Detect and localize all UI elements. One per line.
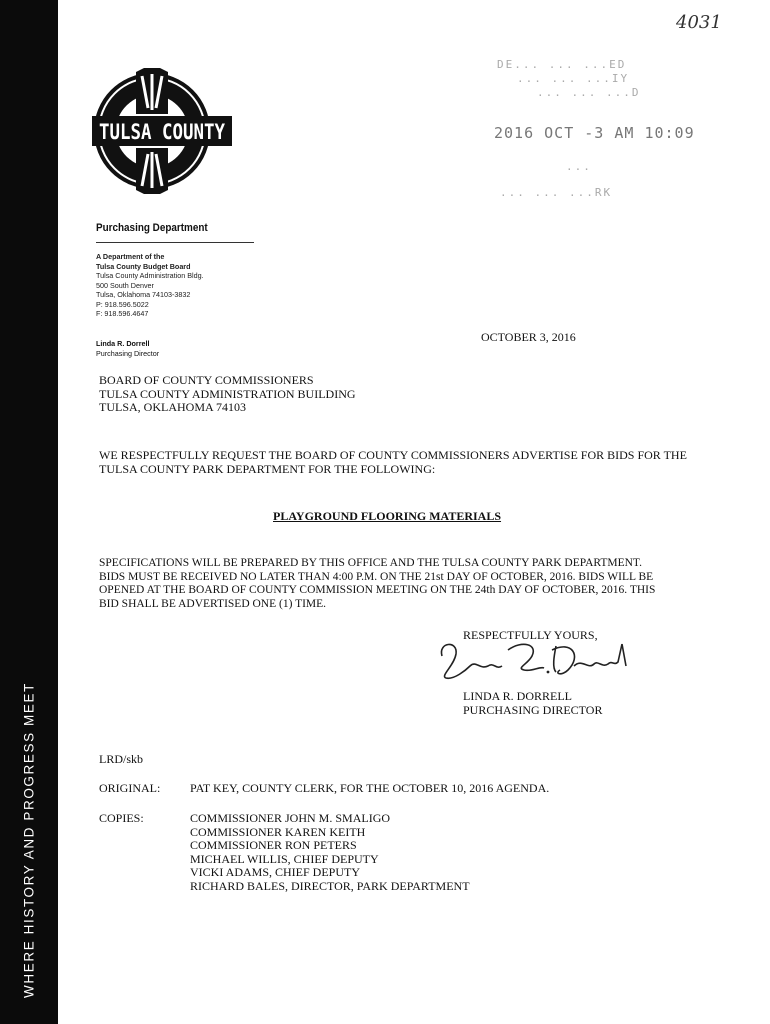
director-name: Linda R. Dorrell <box>96 339 150 348</box>
letterhead-director <box>96 339 159 358</box>
original-label: ORIGINAL: <box>99 781 161 795</box>
specs-line: SPECIFICATIONS WILL BE PREPARED BY THIS OFFICE AND THE TULSA COUNTY PARK DEPARTMENT. <box>99 557 642 569</box>
signature <box>436 636 636 684</box>
recipient-line: TULSA, OKLAHOMA 74103 <box>99 400 246 414</box>
initials: LRD/skb <box>99 752 144 766</box>
handwritten-number: 4031 <box>676 12 722 33</box>
stamp-line: DE... ... ...ED <box>497 58 627 71</box>
specs-line: BID SHALL BE ADVERTISED ONE (1) TIME. <box>99 597 327 610</box>
address-line: 500 South Denver <box>96 280 154 290</box>
signer-name: LINDA R. DORRELL <box>463 689 572 703</box>
specs-line: BIDS MUST BE RECEIVED NO LATER THAN 4:00 P.M. ON THE 21st DAY OF OCTOBER, 2016. BIDS WILL BE <box>99 570 654 583</box>
director-title: Purchasing Director <box>96 348 160 358</box>
stamp-date: 2016 OCT -3 AM 10:09 <box>494 124 695 142</box>
side-tagline: WHERE HISTORY AND PROGRESS MEET <box>21 682 37 998</box>
address-line: F: 918.596.4647 <box>96 309 149 318</box>
request-line: TULSA COUNTY PARK DEPARTMENT FOR THE FOLLOWING: <box>99 461 436 476</box>
signer-block <box>463 690 602 717</box>
recipient-line: TULSA COUNTY ADMINISTRATION BUILDING <box>99 386 356 401</box>
address-line: A Department of the <box>96 252 165 261</box>
address-line: Tulsa County Budget Board <box>96 261 191 271</box>
signer-title: PURCHASING DIRECTOR <box>463 702 603 717</box>
copies-list <box>190 812 470 893</box>
request-paragraph <box>99 449 687 476</box>
address-line: Tulsa County Administration Bldg. <box>96 271 204 280</box>
specs-paragraph <box>99 557 655 611</box>
divider <box>96 242 254 243</box>
bid-subject: PLAYGROUND FLOORING MATERIALS <box>273 509 502 523</box>
closing: RESPECTFULLY YOURS, <box>463 628 598 642</box>
tulsa-county-logo <box>92 64 232 198</box>
recipient-block <box>99 374 356 415</box>
address-line: P: 918.596.5022 <box>96 299 149 309</box>
address-line: Tulsa, Oklahoma 74103-3832 <box>96 290 191 299</box>
copy-recipient: COMMISSIONER RON PETERS <box>190 838 357 852</box>
letterhead-address <box>96 252 204 319</box>
request-line: WE RESPECTFULLY REQUEST THE BOARD OF COUNTY COMMISSIONERS ADVERTISE FOR BIDS FOR THE <box>99 448 687 462</box>
side-bar <box>0 0 58 1024</box>
copy-recipient: COMMISSIONER KAREN KEITH <box>190 824 366 839</box>
stamp-line: ... <box>566 160 592 173</box>
copies-label: COPIES: <box>99 811 144 825</box>
copy-recipient: MICHAEL WILLIS, CHIEF DEPUTY <box>190 851 379 866</box>
copy-recipient: VICKI ADAMS, CHIEF DEPUTY <box>190 865 361 879</box>
svg-text:TULSA COUNTY: TULSA COUNTY <box>99 120 226 144</box>
department-title: Purchasing Department <box>96 222 208 234</box>
copy-recipient: RICHARD BALES, DIRECTOR, PARK DEPARTMENT <box>190 878 470 893</box>
stamp-line: ... ... ...IY <box>517 72 630 85</box>
recipient-line: BOARD OF COUNTY COMMISSIONERS <box>99 373 314 387</box>
letter-date: OCTOBER 3, 2016 <box>481 330 576 344</box>
stamp-line: ... ... ...D <box>537 86 641 99</box>
copy-recipient: COMMISSIONER JOHN M. SMALIGO <box>190 811 391 825</box>
stamp-line: ... ... ...RK <box>500 186 613 199</box>
specs-line: OPENED AT THE BOARD OF COUNTY COMMISSION MEETING ON THE 24th DAY OF OCTOBER, 2016. THIS <box>99 584 656 596</box>
original-text: PAT KEY, COUNTY CLERK, FOR THE OCTOBER 10, 2016 AGENDA. <box>190 781 550 795</box>
